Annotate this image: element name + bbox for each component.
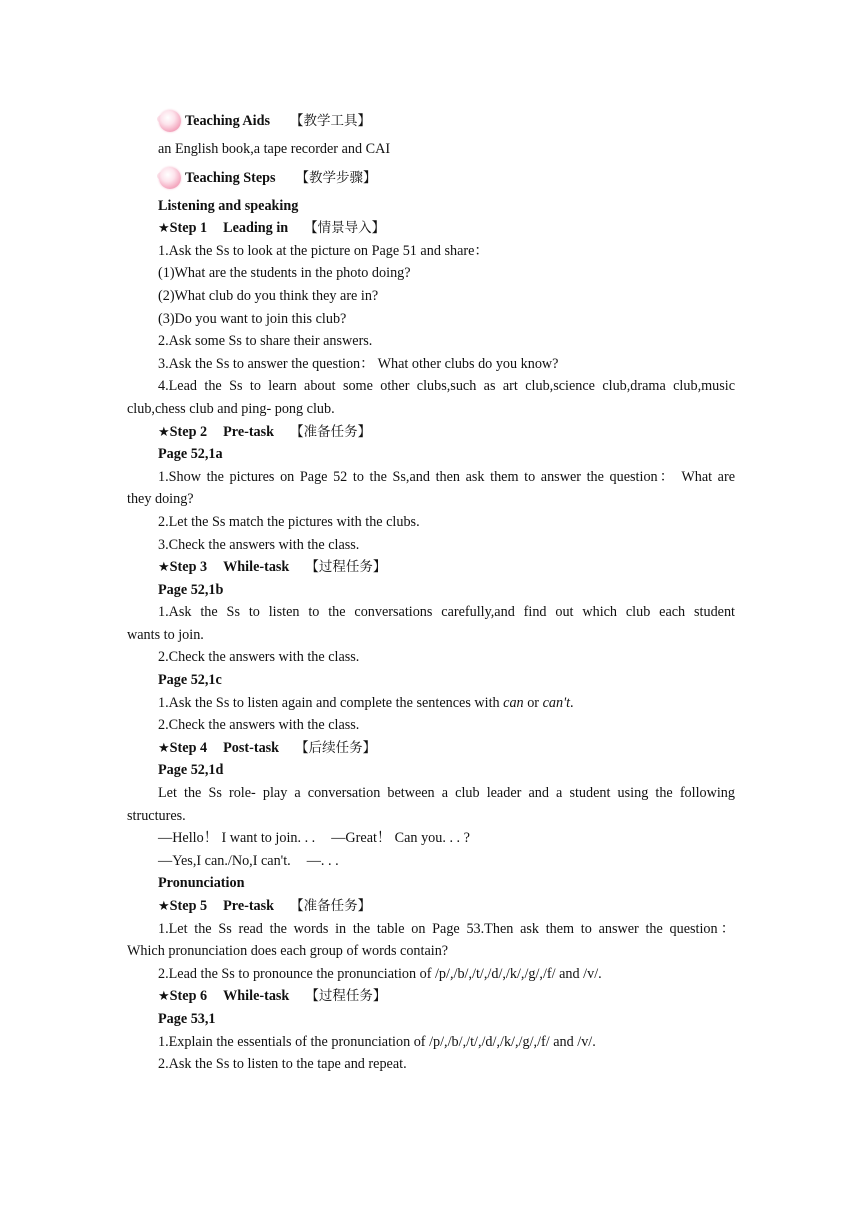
step2-line3: 3.Check the answers with the class. [158, 536, 360, 553]
star-icon: ★ [158, 740, 170, 756]
step2-line1b: they doing? [127, 491, 194, 508]
section-title-pronunciation: Pronunciation [158, 875, 245, 892]
word-cant: can't [542, 694, 571, 711]
step4-heading [127, 737, 735, 760]
step5-cn: 【准备任务】 [290, 898, 372, 914]
step6-cn: 【过程任务】 [305, 988, 387, 1005]
step1-line3: (2)What club do you think they are in? [158, 287, 379, 304]
star-icon: ★ [158, 899, 170, 914]
step3-name: While-task [223, 559, 290, 576]
step2-line2: 2.Let the Ss match the pictures with the clubs. [158, 513, 420, 530]
step3-line2: 2.Check the answers with the class. [158, 649, 360, 666]
step3-cn: 【过程任务】 [305, 559, 387, 576]
step2-heading [127, 421, 735, 444]
step5-line1a: 1.Let the Ss read the words in the table on Page 53.Then ask them to answer the question： [158, 920, 735, 937]
teaching-aids-heading [127, 104, 735, 138]
step5-line2: 2.Lead the Ss to pronounce the pronunciation of /p/,/b/,/t/,/d/,/k/,/g/,/f/ and /v/. [158, 965, 602, 982]
step3-page2: Page 52,1c [158, 672, 222, 689]
step6-name: While-task [223, 988, 290, 1005]
teaching-steps-title-cn: 【教学步骤】 [295, 169, 377, 186]
step1-label: Step 1 [169, 220, 208, 237]
step5-name: Pre-task [223, 898, 275, 914]
teaching-steps-title: Teaching Steps [185, 169, 276, 186]
step3-line4: 2.Check the answers with the class. [158, 717, 360, 734]
dialogue-1a: —Hello！ I want to join. . . [158, 830, 316, 847]
step2-name: Pre-task [223, 423, 275, 440]
step6-page: Page 53,1 [158, 1010, 216, 1027]
step1-cn: 【情景导入】 [304, 220, 386, 237]
teaching-aids-title-cn: 【教学工具】 [290, 113, 372, 129]
dialogue-2a: —Yes,I can./No,I can't. [158, 852, 291, 869]
step1-name: Leading in [223, 220, 289, 237]
star-icon: ★ [158, 221, 170, 237]
step1-line7b: club,chess club and ping- pong club. [127, 400, 335, 417]
teaching-aids-text: an English book,a tape recorder and CAI [158, 141, 391, 157]
step4-name: Post-task [223, 739, 280, 756]
step1-line1: 1.Ask the Ss to look at the picture on Page 51 and share： [158, 242, 489, 259]
dialogue-line1 [127, 827, 735, 850]
step3-heading [127, 556, 735, 579]
step3-page1: Page 52,1b [158, 581, 224, 598]
step3-line1b: wants to join. [127, 626, 204, 643]
dialogue-line2 [127, 850, 735, 873]
step3-line3-text: 1.Ask the Ss to listen again and complete the sentences with [158, 694, 504, 711]
document-page [127, 104, 735, 1076]
step5-line1b: Which pronunciation does each group of words contain? [127, 943, 449, 960]
step6-label: Step 6 [169, 988, 208, 1005]
word-can: can [503, 694, 524, 711]
step6-heading [127, 985, 735, 1008]
step2-cn: 【准备任务】 [290, 423, 372, 440]
step2-label: Step 2 [169, 423, 208, 440]
step4-cn: 【后续任务】 [295, 739, 377, 756]
dialogue-2b: —. . . [306, 852, 339, 869]
word-or: or [523, 694, 543, 711]
step1-line5: 2.Ask some Ss to share their answers. [158, 333, 373, 350]
star-icon: ★ [158, 424, 170, 440]
step5-heading [127, 895, 735, 918]
step1-line7a: 4.Lead the Ss to learn about some other clubs,such as art club,science club,drama club,music [158, 378, 735, 395]
teaching-aids-title: Teaching Aids [185, 113, 271, 129]
star-icon: ★ [158, 560, 170, 576]
section-title-listening: Listening and speaking [158, 197, 299, 214]
step4-line1a: Let the Ss role- play a conversation between a club leader and a student using the following [158, 785, 735, 802]
step1-heading [127, 217, 735, 240]
step2-page: Page 52,1a [158, 446, 223, 463]
step3-line1a: 1.Ask the Ss to listen to the conversations carefully,and find out which club each student [158, 604, 735, 621]
step4-label: Step 4 [169, 739, 208, 756]
period: . [570, 694, 574, 711]
step2-line1a: 1.Show the pictures on Page 52 to the Ss,and then ask them to answer the question： What are [158, 468, 735, 485]
step5-label: Step 5 [169, 898, 208, 914]
step4-page: Page 52,1d [158, 762, 224, 779]
step4-line1b: structures. [127, 807, 186, 824]
step3-label: Step 3 [169, 559, 208, 576]
step1-line2: (1)What are the students in the photo doing? [158, 265, 411, 282]
dialogue-1b: —Great！ Can you. . . ? [331, 830, 470, 847]
step1-line6: 3.Ask the Ss to answer the question： What other clubs do you know? [158, 355, 559, 372]
step6-line2: 2.Ask the Ss to listen to the tape and repeat. [158, 1056, 407, 1073]
star-icon: ★ [158, 989, 170, 1005]
step6-line1: 1.Explain the essentials of the pronunciation of /p/,/b/,/t/,/d/,/k/,/g/,/f/ and /v/. [158, 1033, 596, 1050]
step1-line4: (3)Do you want to join this club? [158, 310, 347, 327]
teaching-steps-heading [127, 161, 735, 195]
step3-line3 [127, 692, 735, 715]
